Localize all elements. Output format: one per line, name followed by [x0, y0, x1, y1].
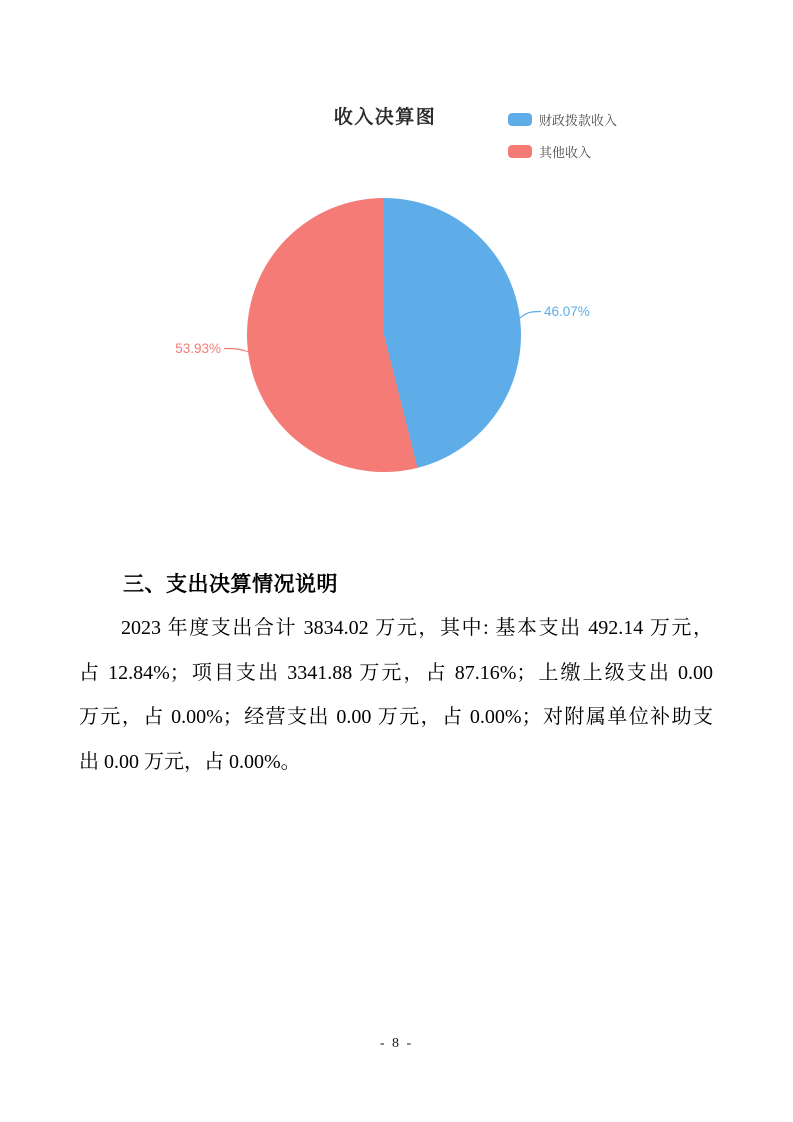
legend-label: 财政拨款收入 — [539, 113, 618, 128]
body-paragraph — [79, 606, 713, 784]
paragraph-line: 2023 年度支出合计 3834.02 万元，其中: 基本支出 492.14 万元， — [121, 617, 713, 639]
legend-label: 其他收入 — [539, 145, 592, 160]
pie-graphic — [247, 198, 521, 472]
pie-label-blue-percent: 46.07% — [544, 304, 590, 319]
leader-line-red — [224, 349, 249, 353]
paragraph-line: 出 0.00 万元，占 0.00%。 — [79, 750, 301, 773]
chart-title: 收入决算图 — [333, 107, 437, 128]
legend-swatch-red — [508, 145, 532, 158]
chart-legend — [508, 110, 617, 161]
legend-item-other-income — [508, 142, 617, 161]
leader-line-blue — [520, 312, 541, 319]
paragraph-line: 占 12.84%；项目支出 3341.88 万元，占 87.16%；上缴上级支出 0.00 — [79, 661, 713, 684]
legend-swatch-blue — [508, 113, 532, 126]
page-number: - 8 - — [379, 1036, 414, 1051]
paragraph-line: 万元，占 0.00%；经营支出 0.00 万元，占 0.00%；对附属单位补助支 — [79, 706, 713, 728]
pie-label-red-percent: 53.93% — [175, 341, 221, 356]
section-heading: 三、支出决算情况说明 — [123, 572, 338, 596]
legend-item-fiscal-appropriation-income — [508, 110, 617, 129]
